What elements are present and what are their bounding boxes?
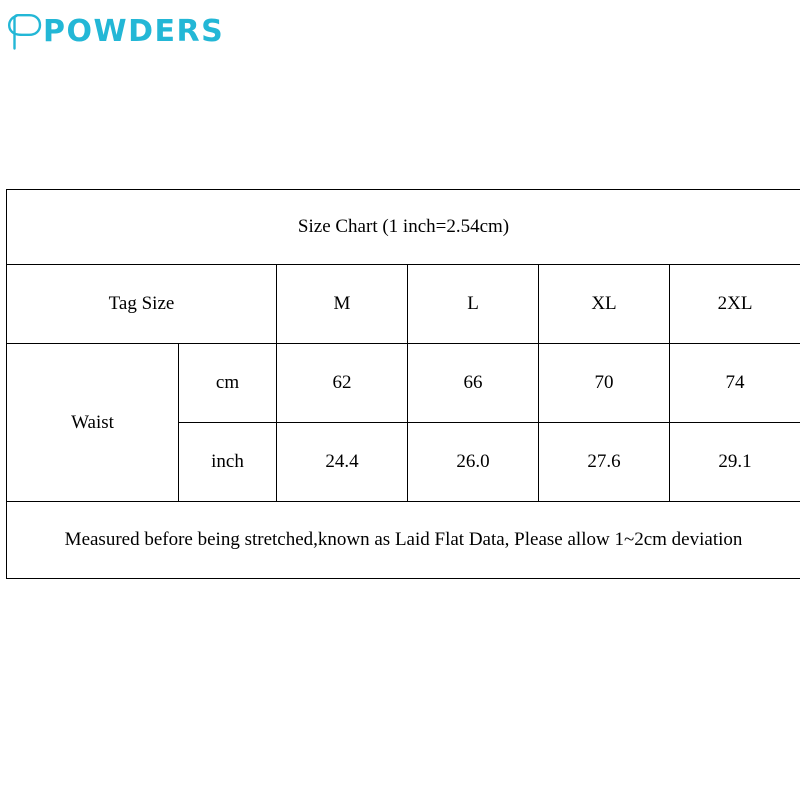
unit-label-cm: cm (179, 344, 277, 423)
waist-cm-m: 62 (277, 344, 408, 423)
waist-inch-m: 24.4 (277, 423, 408, 502)
waist-cm-l: 66 (408, 344, 539, 423)
size-chart-table (6, 189, 800, 579)
column-header-size-xl: XL (539, 265, 670, 344)
brand-name: POWDERS (43, 14, 225, 49)
column-header-size-m: M (277, 265, 408, 344)
chart-title: Size Chart (1 inch=2.54cm) (7, 190, 800, 265)
waist-inch-xl: 27.6 (539, 423, 670, 502)
column-header-size-l: L (408, 265, 539, 344)
measurement-note: Measured before being stretched,known as Laid Flat Data, Please allow 1~2cm deviation (7, 502, 800, 579)
powders-swirl-icon (8, 14, 42, 50)
waist-inch-l: 26.0 (408, 423, 539, 502)
waist-cm-2xl: 74 (670, 344, 800, 423)
size-chart-container (6, 189, 779, 579)
table-row-waist-cm (7, 344, 800, 423)
column-header-tag-size: Tag Size (7, 265, 277, 344)
waist-inch-2xl: 29.1 (670, 423, 800, 502)
brand-logo (8, 10, 224, 54)
table-row-note (7, 502, 800, 579)
table-row-title (7, 190, 800, 265)
row-header-waist: Waist (7, 344, 179, 502)
waist-cm-xl: 70 (539, 344, 670, 423)
column-header-size-2xl: 2XL (670, 265, 800, 344)
table-row-header (7, 265, 800, 344)
unit-label-inch: inch (179, 423, 277, 502)
